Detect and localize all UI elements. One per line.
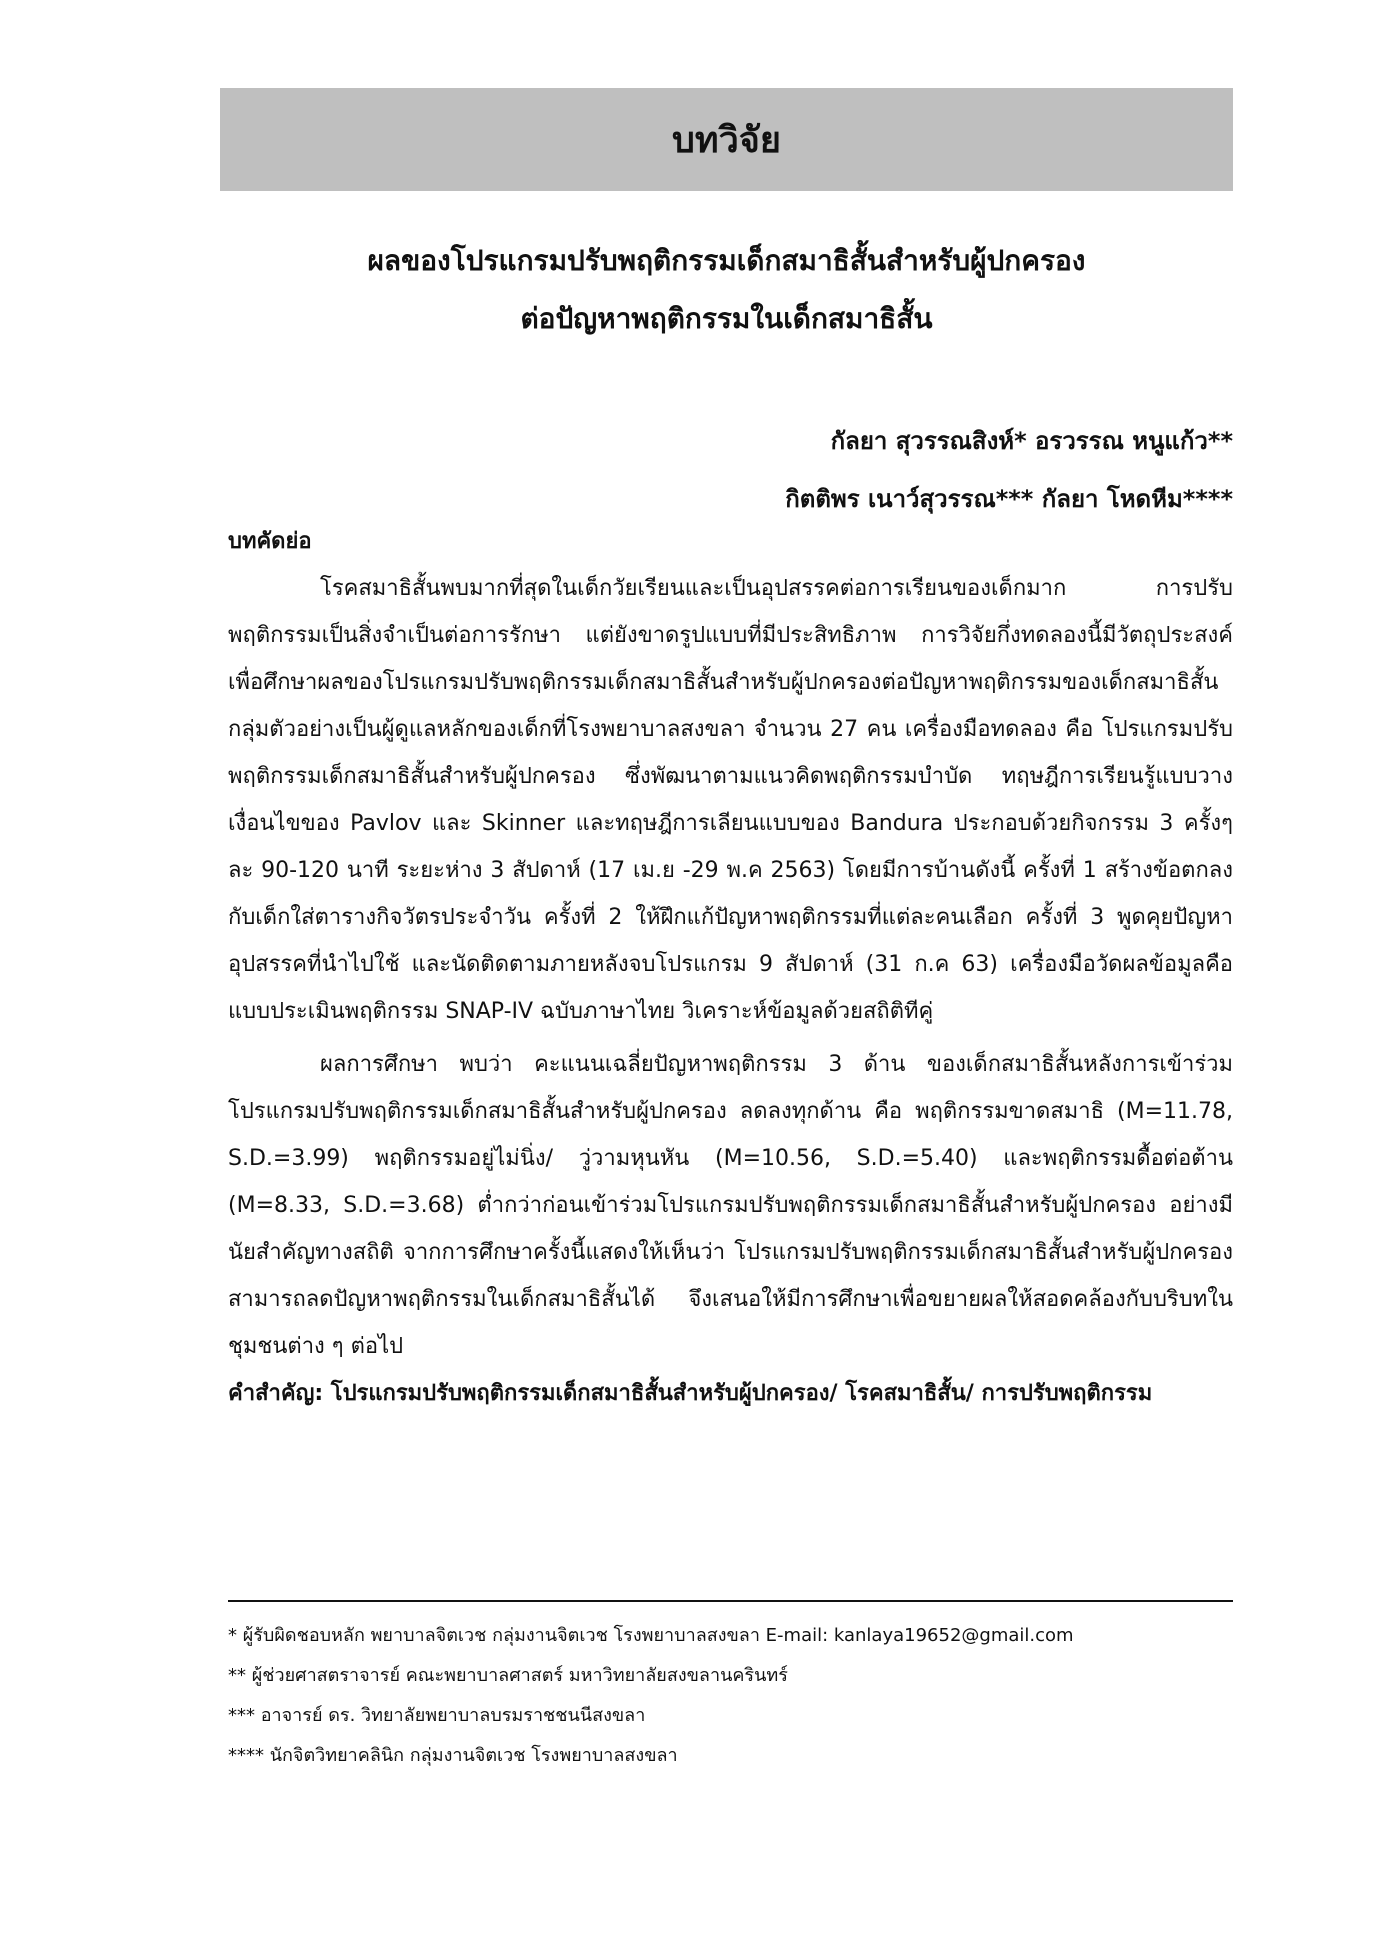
abstract-paragraph-2: ผลการศึกษา พบว่า คะแนนเฉลี่ยปัญหาพฤติกรรม 3 ด้าน ของเด็กสมาธิสั้นหลังการเข้าร่วมโปรแกรมปรับพฤติกรรมเด็กสมาธิสั้นสำหรับผู้ปกครอง ลดลงทุกด้าน คือ พฤติกรรมขาดสมาธิ (M=11.78, S.D.=3.99) พฤติกรรมอยู่ไม่นิ่ง/ วู่วามหุนหัน (M=10.56, S.D.=5.40) และพฤติกรรมดื้อต่อต้าน (M=8.33, S.D.=3.68) ต่ำกว่าก่อนเข้าร่วมโปรแกรมปรับพฤติกรรมเด็กสมาธิสั้นสำหรับผู้ปกครอง อย่างมีนัยสำคัญทางสถิติ จากการศึกษาครั้งนี้แสดงให้เห็นว่า โปรแกรมปรับพฤติกรรมเด็กสมาธิสั้นสำหรับผู้ปกครอง สามารถลดปัญหาพฤติกรรมในเด็กสมาธิสั้นได้ จึงเสนอให้มีการศึกษาเพื่อขยายผลให้สอดคล้องกับบริบทในชุมชนต่าง ๆ ต่อไป — [228, 1052, 1233, 1359]
footnote-4: **** นักจิตวิทยาคลินิก กลุ่มงานจิตเวช โรงพยาบาลสงขลา — [228, 1745, 678, 1766]
keywords: คำสำคัญ: โปรแกรมปรับพฤติกรรมเด็กสมาธิสั้นสำหรับผู้ปกครอง/ โรคสมาธิสั้น/ การปรับพฤติกรรม — [228, 1381, 1153, 1406]
footnotes — [228, 1600, 1233, 1776]
section-banner — [220, 88, 1233, 191]
authors-line-1: กัลยา สุวรรณสิงห์* อรวรรณ หนูแก้ว** — [830, 427, 1233, 455]
abstract-heading: บทคัดย่อ — [228, 529, 312, 554]
footnote-3: *** อาจารย์ ดร. วิทยาลัยพยาบาลบรมราชชนนีสงขลา — [228, 1705, 646, 1726]
title-line-2: ต่อปัญหาพฤติกรรมในเด็กสมาธิสั้น — [520, 302, 933, 335]
abstract-paragraph-1: โรคสมาธิสั้นพบมากที่สุดในเด็กวัยเรียนและเป็นอุปสรรคต่อการเรียนของเด็กมาก การปรับพฤติกรรมเป็นสิ่งจำเป็นต่อการรักษา แต่ยังขาดรูปแบบที่มีประสิทธิภาพ การวิจัยกึ่งทดลองนี้มีวัตถุประสงค์ เพื่อศึกษาผลของโปรแกรมปรับพฤติกรรมเด็กสมาธิสั้นสำหรับผู้ปกครองต่อปัญหาพฤติกรรมของเด็กสมาธิสั้น กลุ่มตัวอย่างเป็นผู้ดูแลหลักของเด็กที่โรงพยาบาลสงขลา จำนวน 27 คน เครื่องมือทดลอง คือ โปรแกรมปรับพฤติกรรมเด็กสมาธิสั้นสำหรับผู้ปกครอง ซึ่งพัฒนาตามแนวคิดพฤติกรรมบำบัด ทฤษฎีการเรียนรู้แบบวางเงื่อนไขของ Pavlov และ Skinner และทฤษฎีการเลียนแบบของ Bandura ประกอบด้วยกิจกรรม 3 ครั้งๆ ละ 90-120 นาที ระยะห่าง 3 สัปดาห์ (17 เม.ย -29 พ.ค 2563) โดยมีการบ้านดังนี้ ครั้งที่ 1 สร้างข้อตกลงกับเด็กใส่ตารางกิจวัตรประจำวัน ครั้งที่ 2 ให้ฝึกแก้ปัญหาพฤติกรรมที่แต่ละคนเลือก ครั้งที่ 3 พูดคุยปัญหาอุปสรรคที่นำไปใช้ และนัดติดตามภายหลังจบโปรแกรม 9 สัปดาห์ (31 ก.ค 63) เครื่องมือวัดผลข้อมูลคือ แบบประเมินพฤติกรรม SNAP-IV ฉบับภาษาไทย วิเคราะห์ข้อมูลด้วยสถิติทีคู่ — [228, 576, 1233, 1024]
section-label: บทวิจัย — [672, 120, 781, 161]
article-title — [220, 232, 1233, 348]
title-line-1: ผลของโปรแกรมปรับพฤติกรรมเด็กสมาธิสั้นสำหรับผู้ปกครอง — [367, 244, 1086, 277]
abstract-section — [228, 518, 1233, 1417]
footnote-2: ** ผู้ช่วยศาสตราจารย์ คณะพยาบาลศาสตร์ มหาวิทยาลัยสงขลานครินทร์ — [228, 1665, 788, 1686]
author-list — [220, 412, 1233, 528]
footnote-1: * ผู้รับผิดชอบหลัก พยาบาลจิตเวช กลุ่มงานจิตเวช โรงพยาบาลสงขลา E-mail: kanlaya19652@gmail.com — [228, 1625, 1074, 1646]
authors-line-2: กิตติพร เนาว์สุวรรณ*** กัลยา โหดหีม**** — [785, 485, 1233, 513]
